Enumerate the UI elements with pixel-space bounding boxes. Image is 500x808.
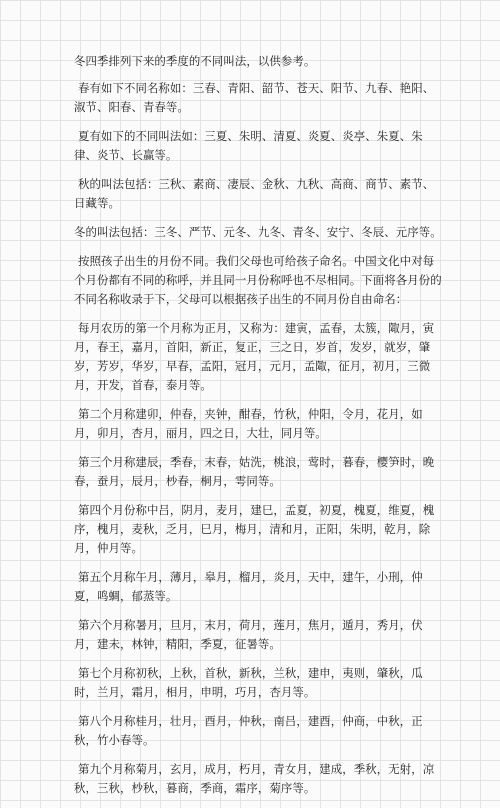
month-2-paragraph: 第二个月称建卯，仲春，夹钟，酣春，竹秋，仲阳，令月，花月，如月，卯月，杏月，丽月，四之日，大壮，同月等。 bbox=[74, 407, 423, 440]
month-9-paragraph: 第九个月称菊月，玄月，成月，朽月，青女月，建成，季秋，无射，凉秋，三秋，杪秋，暮商，季商，霜序，菊序等。 bbox=[74, 762, 435, 795]
month-1-paragraph: 每月农历的第一个月称为正月，又称为：建寅，孟春，太簇，陬月，寅月，春王，嘉月，首阳，新正，复正，三之日，岁首，发岁，就岁，肇岁，芳岁，华岁，早春，孟阳，冠月，元月，孟陬，征月，初月，三微月，开发，首春，泰月等。 bbox=[74, 321, 435, 392]
month-7-paragraph: 第七个月称初秋，上秋，首秋，新秋，兰秋，建申，夷则，肇秋，瓜时，兰月，霜月，相月，申明，巧月，杏月等。 bbox=[74, 666, 423, 699]
month-5-paragraph: 第五个月称午月，薄月，皋月，榴月，炎月，天中，建午，小刑，仲夏，鸣蜩，郁蒸等。 bbox=[74, 570, 423, 603]
summer-paragraph: 夏有如下的不同叫法如：三夏、朱明、清夏、炎夏、炎亭、朱夏、朱律、炎节、长赢等。 bbox=[74, 129, 423, 162]
naming-intro-paragraph: 按照孩子出生的月份不同。我们父母也可给孩子命名。中国文化中对每个月份都有不同的称呼，并且同一月份称呼也不尽相同。下面将各月份的不同名称收录于下，父母可以根据孩子出生的不同月份自由命名： bbox=[74, 254, 442, 306]
intro-line: 冬四季排列下来的季度的不同叫法，以供参考。 bbox=[74, 54, 316, 68]
document-body bbox=[74, 52, 442, 808]
month-4-paragraph: 第四个月份称中吕，阴月，麦月，建巳，孟夏，初夏，槐夏，维夏，槐序，槐月，麦秋，乏月，巳月，梅月，清和月，正阳，朱明，乾月，除月，仲月等。 bbox=[74, 503, 435, 555]
autumn-paragraph: 秋的叫法包括：三秋、素商、凄辰、金秋、九秋、高商、商节、素节、日藏等。 bbox=[74, 177, 435, 210]
month-3-paragraph: 第三个月称建辰，季春，末春，姑洗，桃浪，莺时，暮春，樱笋时，晚春，蚕月，辰月，杪春，桐月，雩同等。 bbox=[74, 455, 435, 488]
month-8-paragraph: 第八个月称桂月，壮月，酉月，仲秋，南吕，建酉，仲商，中秋，正秋，竹小春等。 bbox=[74, 714, 423, 747]
winter-paragraph: 冬的叫法包括：三冬、严节、元冬、九冬、青冬、安宁、冬辰、元序等。 bbox=[74, 225, 442, 239]
month-6-paragraph: 第六个月称暑月，旦月，末月，荷月，莲月，焦月，遁月，秀月，伏月，建未，林钟，精阳，季夏，征暑等。 bbox=[74, 618, 423, 651]
spring-paragraph: 春有如下不同名称如：三春、青阳、韶节、苍天、阳节、九春、艳阳、淑节、阳春、青春等。 bbox=[74, 81, 435, 114]
